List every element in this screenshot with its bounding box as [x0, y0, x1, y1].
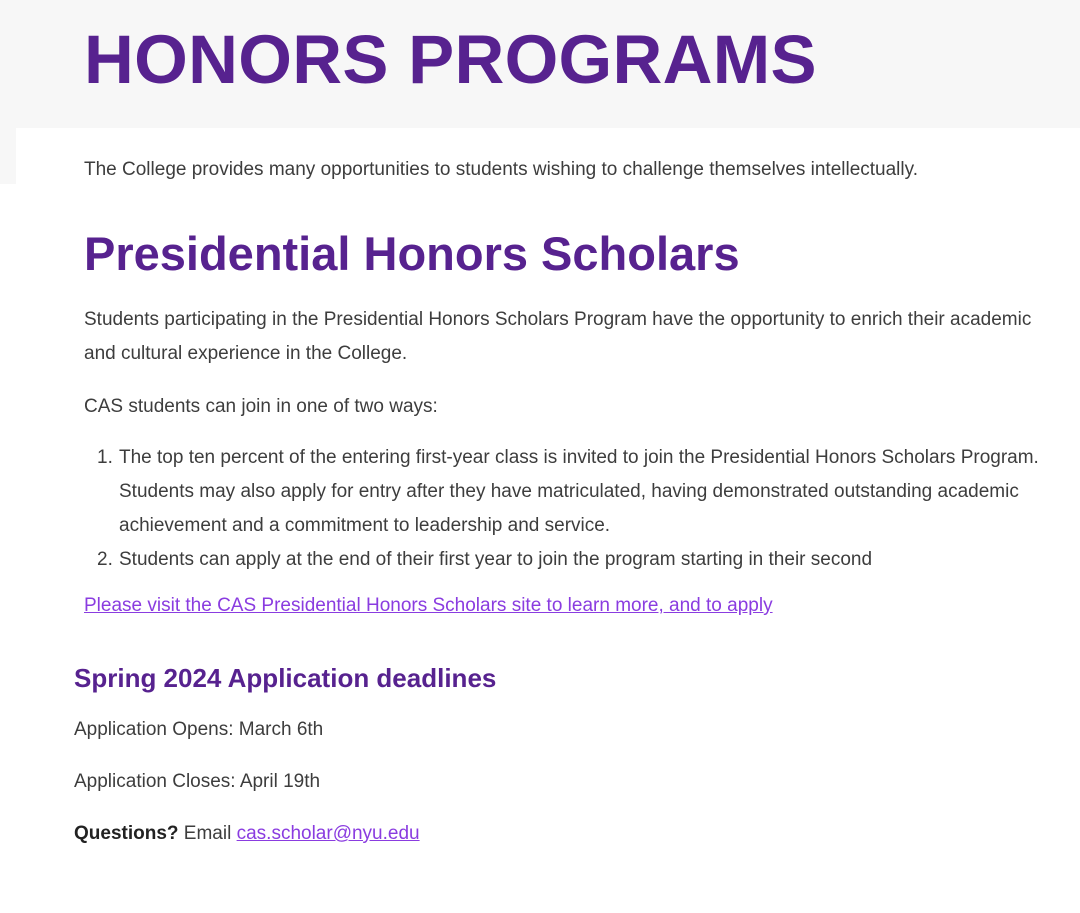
application-closes: Application Closes: April 19th: [74, 771, 321, 792]
join-ways-intro: CAS students can join in one of two ways:: [84, 396, 438, 417]
deadlines-heading: Spring 2024 Application deadlines: [74, 663, 497, 693]
page-title: HONORS PROGRAMS: [84, 21, 817, 98]
list-item: [97, 441, 1079, 543]
email-link[interactable]: cas.scholar@nyu.edu: [236, 823, 420, 844]
list-item-number: 1.: [97, 447, 113, 468]
join-ways-list: [84, 441, 1079, 577]
list-item: [97, 543, 1079, 577]
intro-text: The College provides many opportunities to students wishing to challenge themselves intellectually.: [84, 159, 918, 180]
email-prefix: Email: [178, 823, 237, 844]
questions-label: Questions?: [74, 823, 179, 844]
visit-site-link[interactable]: Please visit the CAS Presidential Honors Scholars site to learn more, and to apply: [84, 595, 773, 616]
section-heading: Presidential Honors Scholars: [84, 227, 740, 280]
questions-line: [74, 820, 420, 848]
list-item-number: 2.: [97, 549, 113, 570]
header-side-band: [0, 128, 16, 184]
application-opens: Application Opens: March 6th: [74, 719, 324, 740]
list-item-text: Students can apply at the end of their first year to join the program starting in their second: [119, 549, 873, 570]
list-item-text: The top ten percent of the entering first-year class is invited to join the Presidential Honors Scholars Program. Students may also apply for entry after they have matriculated, having demonstrated outstanding academic achievement and a commitment to leadership and service.: [119, 447, 1039, 536]
program-description: Students participating in the Presidential Honors Scholars Program have the opportunity to enrich their academic and cultural experience in the College.: [84, 309, 1032, 364]
